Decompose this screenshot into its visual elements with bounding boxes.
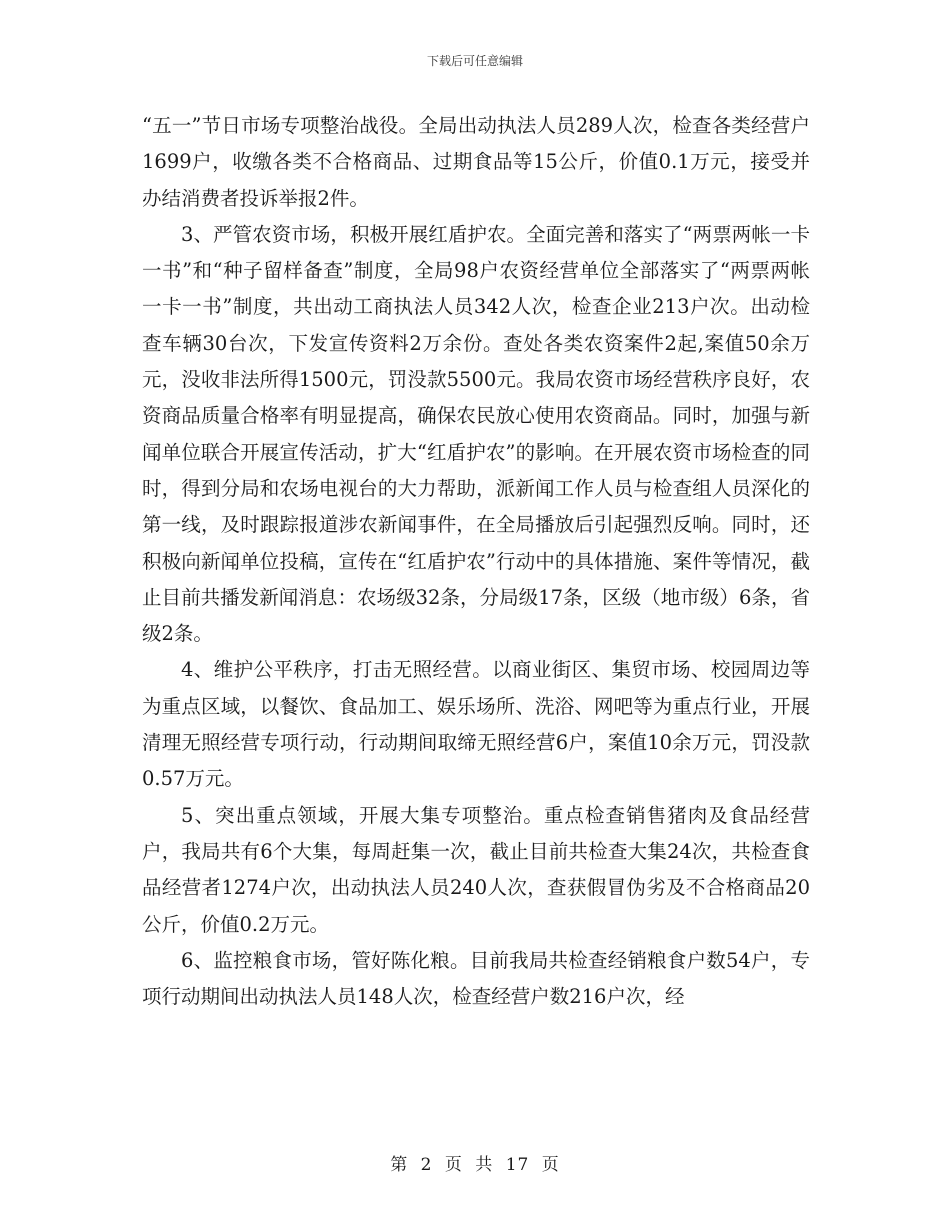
page-header: 下载后可任意编辑 xyxy=(426,54,523,68)
paragraph: 6、监控粮食市场，管好陈化粮。目前我局共检查经销粮食户数54户，专项行动期间出动执法人员148人次，检查经营户数216户次，经 xyxy=(142,948,810,1009)
paragraph: 4、维护公平秩序，打击无照经营。以商业街区、集贸市场、校园周边等为重点区域，以餐饮、食品加工、娱乐场所、洗浴、网吧等为重点行业，开展清理无照经营专项行动，行动期间取缔无照经营6户，案值10余万元，罚没款0.57万元。 xyxy=(142,658,810,791)
paragraph: 5、突出重点领域，开展大集专项整治。重点检查销售猪肉及食品经营户，我局共有6个大集，每周赶集一次，截止目前共检查大集24次，共检查食品经营者1274户次，出动执法人员240人次，查获假冒伪劣及不合格商品20公斤，价值0.2万元。 xyxy=(142,803,810,936)
paragraph: 3、严管农资市场，积极开展红盾护农。全面完善和落实了“两票两帐一卡一书”和“种子留样备查”制度，全局98户农资经营单位全部落实了“两票两帐一卡一书”制度，共出动工商执法人员342人次，检查企业213户次。出动检查车辆30台次，下发宣传资料2万余份。查处各类农资案件2起,案值50余万元，没收非法所得1500元，罚没款5500元。我局农资市场经营秩序良好，农资商品质量合格率有明显提高，确保农民放心使用农资商品。同时，加强与新闻单位联合开展宣传活动，扩大“红盾护农”的影响。在开展农资市场检查的同时，得到分局和农场电视台的大力帮助，派新闻工作人员与检查组人员深化的第一线，及时跟踪报道涉农新闻事件，在全局播放后引起强烈反响。同时，还积极向新闻单位投稿，宣传在“红盾护农”行动中的具体措施、案件等情况，截止目前共播发新闻消息：农场级32条，分局级17条，区级（地市级）6条，省级2条。 xyxy=(142,222,810,646)
paragraph: “五一”节日市场专项整治战役。全局出动执法人员289人次，检查各类经营户1699户，收缴各类不合格商品、过期食品等15公斤，价值0.1万元，接受并办结消费者投诉举报2件。 xyxy=(142,114,810,210)
document-body xyxy=(142,108,810,1015)
page-number: 第 2 页 共 17 页 xyxy=(390,1155,560,1175)
